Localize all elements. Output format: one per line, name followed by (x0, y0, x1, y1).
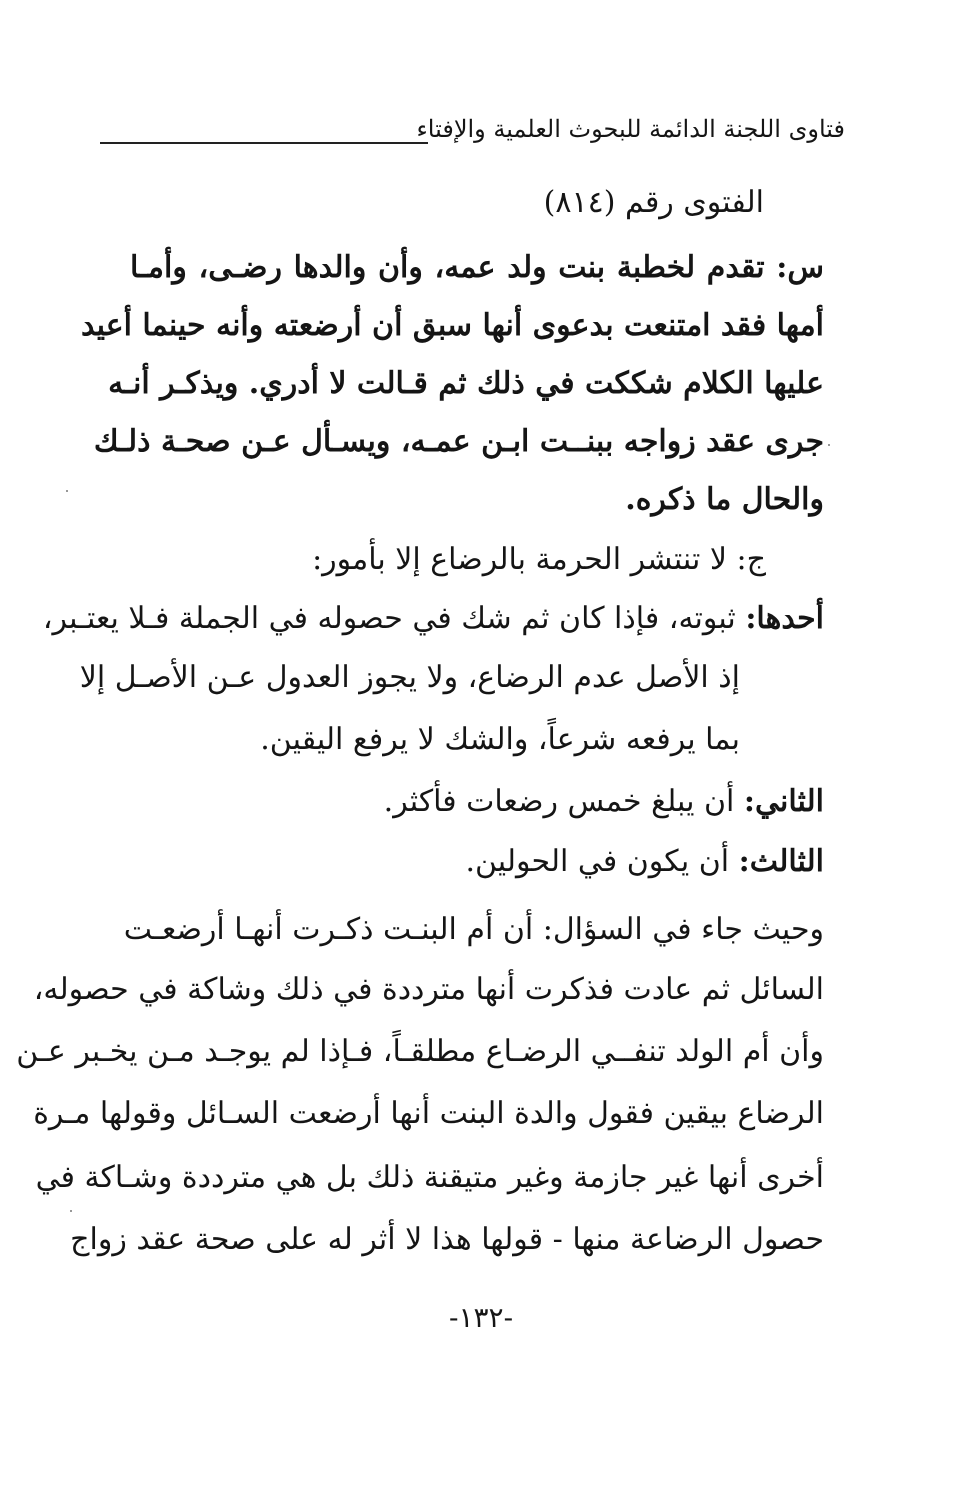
scan-speck (828, 444, 830, 446)
question-line-5: والحال ما ذكره. (625, 482, 824, 517)
answer-paragraph-line-3: وأن أم الولد تنفــي الرضـاع مطلقـاً، فـإذا لم يوجـد مـن يخـبر عـن (16, 1034, 824, 1069)
answer-item-3-text: أن يكون في الحولين. (465, 844, 730, 879)
answer-item-1 (42, 597, 824, 641)
question-line-2: أمها فقد امتنعت بدعوى أنها سبق أن أرضعته وأنه حينما أعيد (80, 308, 824, 343)
scan-speck (70, 1210, 72, 1212)
page-number: -١٣٢- (448, 1301, 514, 1334)
answer-item-1-label: أحدها: (745, 601, 824, 636)
answer-intro: ج: لا تنتشر الحرمة بالرضاع إلا بأمور: (312, 542, 766, 577)
fatwa-number: الفتوى رقم (٨١٤) (543, 185, 764, 220)
header-rule (100, 142, 428, 144)
answer-paragraph-line-5: أخرى أنها غير جازمة وغير متيقنة ذلك بل هي مترددة وشـاكة في (35, 1160, 824, 1195)
answer-item-2-label: الثاني: (743, 784, 824, 819)
answer-item-2-text: أن يبلغ خمس رضعات فأكثر. (383, 784, 735, 819)
scan-speck (66, 490, 68, 492)
answer-item-3 (465, 840, 824, 884)
answer-item-3-label: الثالث: (738, 844, 824, 879)
answer-paragraph-line-4: الرضاع بيقين فقول والدة البنت أنها أرضعت السـائل وقولها مـرة (33, 1096, 824, 1131)
answer-item-1-continuation-2: بما يرفعه شرعاً، والشك لا يرفع اليقين. (260, 722, 740, 757)
answer-paragraph-line-2: السائل ثم عادت فذكرت أنها مترددة في ذلك وشاكة في حصوله، (33, 972, 824, 1007)
answer-item-2 (384, 780, 824, 824)
question-line-1: س: تقدم لخطبة بنت ولد عمه، وأن والدها رضـى، وأمـا (130, 250, 824, 285)
question-line-3: عليها الكلام شككت في ذلك ثم قـالت لا أدري. ويذكـر أنـه (108, 366, 824, 401)
answer-paragraph-line-1: وحيث جاء في السؤال: أن أم البنـت ذكـرت أنهـا أرضعـت (123, 912, 824, 947)
header-title: فتاوى اللجنة الدائمة للبحوث العلمية والإفتاء (416, 115, 845, 143)
answer-item-1-continuation-1: إذ الأصل عدم الرضاع، ولا يجوز العدول عـن الأصـل إلا (79, 660, 740, 695)
question-line-4: جرى عقد زواجه ببنــت ابـن عمـه، ويسـأل عـن صحـة ذلـك (93, 424, 824, 459)
answer-paragraph-line-6: حصول الرضاعة منها - قولها هذا لا أثر له على صحة عقد زواج (70, 1222, 824, 1257)
answer-item-1-text: ثبوته، فإذا كان ثم شك في حصوله في الجملة فـلا يعتـبر، (42, 601, 736, 636)
running-header (100, 112, 845, 152)
